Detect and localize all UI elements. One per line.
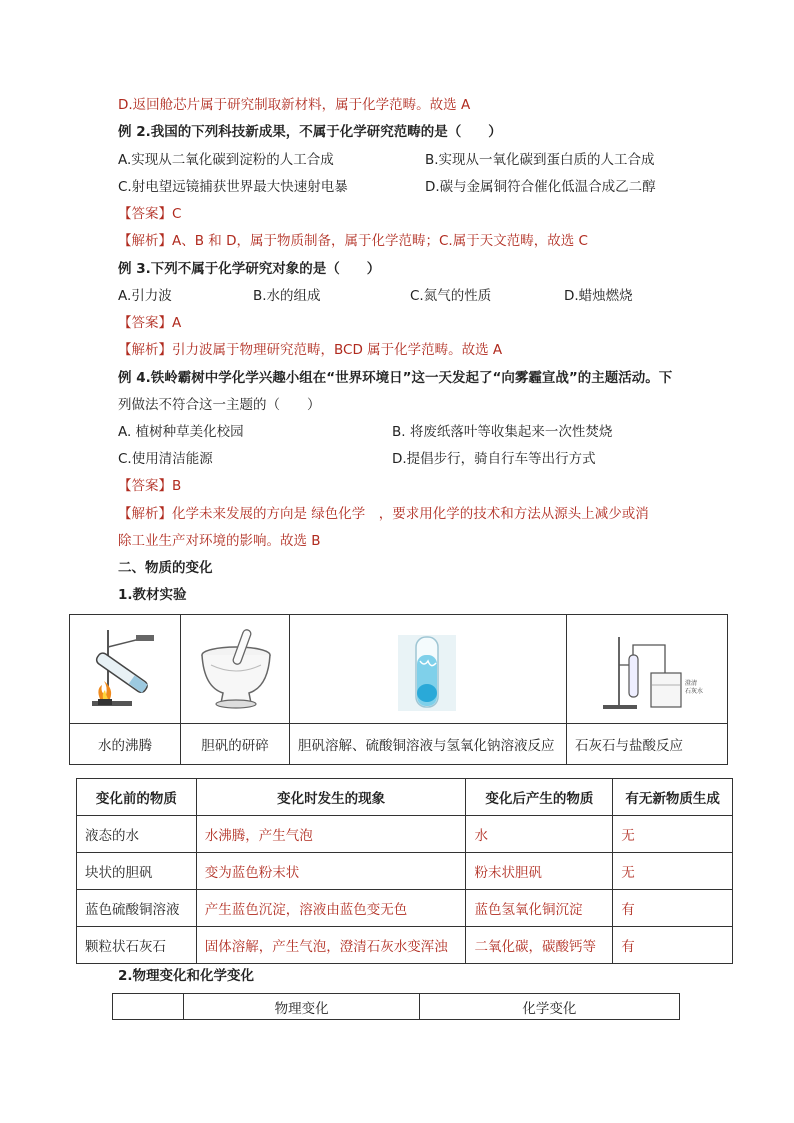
test-tube-icon [290, 615, 566, 719]
gas-apparatus-icon [567, 615, 727, 719]
cell-phenomenon: 水沸腾，产生气泡 [196, 816, 466, 853]
svg-text:石灰水: 石灰水 [685, 688, 704, 695]
example-3-option-c: C.氮气的性质 [410, 288, 492, 304]
cell-before: 颗粒状石灰石 [77, 927, 197, 964]
example-4-option-b: B. 将废纸落叶等收集起来一次性焚烧 [392, 424, 613, 440]
example-4-question [118, 368, 672, 388]
header-new-substance: 有无新物质生成 [613, 779, 733, 816]
caption-grinding: 胆矾的研碎 [181, 724, 290, 765]
example-4-option-a: A. 植树种草美化校园 [118, 424, 244, 440]
example-4-question-line1: 例 4.铁岭霸树中学化学兴趣小组在“世界环境日”这一天发起了“向雾霾宣战”的主题活动。下 [118, 370, 673, 386]
cell-after: 二氧化碳，碳酸钙等 [466, 927, 613, 964]
cell-new-substance: 有 [613, 890, 733, 927]
answer-value: A [172, 315, 182, 331]
cell-before: 块状的胆矾 [77, 853, 197, 890]
table-row [77, 816, 733, 853]
example-3-answer [118, 313, 181, 333]
mortar-pestle-icon [181, 615, 289, 719]
cell-before: 蓝色硫酸铜溶液 [77, 890, 197, 927]
example-2-option-b: B.实现从一氧化碳到蛋白质的人工合成 [425, 152, 655, 168]
cell-after: 水 [466, 816, 613, 853]
test-tube-image [290, 615, 567, 724]
cell-phenomenon: 变为蓝色粉末状 [196, 853, 466, 890]
cell-phenomenon: 产生蓝色沉淀，溶液由蓝色变无色 [196, 890, 466, 927]
caption-boiling: 水的沸腾 [70, 724, 181, 765]
explanation-tag: 【解析】 [118, 342, 172, 358]
answer-tag: 【答案】 [118, 315, 172, 331]
option-d-explanation: D.返回舱芯片属于研究制取新材料，属于化学范畴。故选 A [118, 97, 471, 113]
boiling-water-icon [70, 615, 180, 719]
caption-limestone: 石灰石与盐酸反应 [567, 724, 728, 765]
section-2-heading: 二、物质的变化 [118, 560, 213, 576]
header-after: 变化后产生的物质 [466, 779, 613, 816]
example-2-option-d: D.碳与金属铜符合催化低温合成乙二醇 [425, 179, 656, 195]
example-4-option-d: D.提倡步行，骑自行车等出行方式 [392, 451, 596, 467]
example-2-question [118, 122, 502, 142]
subsection-1-heading: 1.教材实验 [118, 587, 187, 603]
table-row [77, 927, 733, 964]
svg-text:澄清: 澄清 [685, 680, 698, 687]
example-2-option-a: A.实现从二氧化碳到淀粉的人工合成 [118, 152, 334, 168]
explanation-text: 化学未来发展的方向是 绿色化学 ，要求用化学的技术和方法从源头上减少或消 [172, 506, 649, 522]
example-2-question-text: 例 2.我国的下列科技新成果，不属于化学研究范畴的是（ ） [118, 124, 502, 140]
cell-phenomenon: 固体溶解，产生气泡，澄清石灰水变浑浊 [196, 927, 466, 964]
table-row [77, 853, 733, 890]
explanation-tag: 【解析】 [118, 506, 172, 522]
answer-tag: 【答案】 [118, 206, 172, 222]
caption-dissolving: 胆矾溶解、硫酸铜溶液与氢氧化钠溶液反应 [290, 724, 567, 765]
explanation-text: A、B 和 D，属于物质制备，属于化学范畴；C.属于天文范畴，故选 C [172, 233, 588, 249]
cell-new-substance: 无 [613, 816, 733, 853]
example-2-option-c: C.射电望远镜捕获世界最大快速射电暴 [118, 179, 348, 195]
compare-header-chemical: 化学变化 [419, 994, 679, 1020]
example-4-question-line2: 列做法不符合这一主题的（ ） [118, 397, 321, 413]
compare-header-blank [113, 994, 184, 1020]
example-3-question [118, 259, 380, 279]
compare-header-physical: 物理变化 [184, 994, 419, 1020]
example-4-option-c: C.使用清洁能源 [118, 451, 213, 467]
explanation-text: 引力波属于物理研究范畴，BCD 属于化学范畴。故选 A [172, 342, 503, 358]
example-4-answer [118, 476, 181, 496]
answer-tag: 【答案】 [118, 478, 172, 494]
experiment-table [69, 614, 728, 765]
physical-chemical-table [112, 993, 680, 1020]
answer-value: C [172, 206, 182, 222]
change-comparison-table [76, 778, 733, 964]
cell-after: 粉末状胆矾 [466, 853, 613, 890]
limestone-reaction-image [567, 615, 728, 724]
example-3-question-text: 例 3.下列不属于化学研究对象的是（ ） [118, 261, 381, 277]
answer-value: B [172, 478, 182, 494]
cell-new-substance: 有 [613, 927, 733, 964]
cell-before: 液态的水 [77, 816, 197, 853]
header-before: 变化前的物质 [77, 779, 197, 816]
example-3-explanation [118, 340, 502, 360]
subsection-2-heading: 2.物理变化和化学变化 [118, 968, 255, 984]
example-2-explanation [118, 231, 588, 251]
cell-new-substance: 无 [613, 853, 733, 890]
example-3-option-a: A.引力波 [118, 288, 172, 304]
table-row [77, 890, 733, 927]
example-4-explanation [118, 504, 649, 524]
explanation-tag: 【解析】 [118, 233, 172, 249]
header-phenomenon: 变化时发生的现象 [196, 779, 466, 816]
example-2-answer [118, 204, 181, 224]
example-3-option-b: B.水的组成 [253, 288, 321, 304]
mortar-image [181, 615, 290, 724]
example-4-explanation-line2: 除工业生产对环境的影响。故选 B [118, 533, 321, 549]
cell-after: 蓝色氢氧化铜沉淀 [466, 890, 613, 927]
boiling-water-image [70, 615, 181, 724]
example-3-option-d: D.蜡烛燃烧 [564, 288, 633, 304]
